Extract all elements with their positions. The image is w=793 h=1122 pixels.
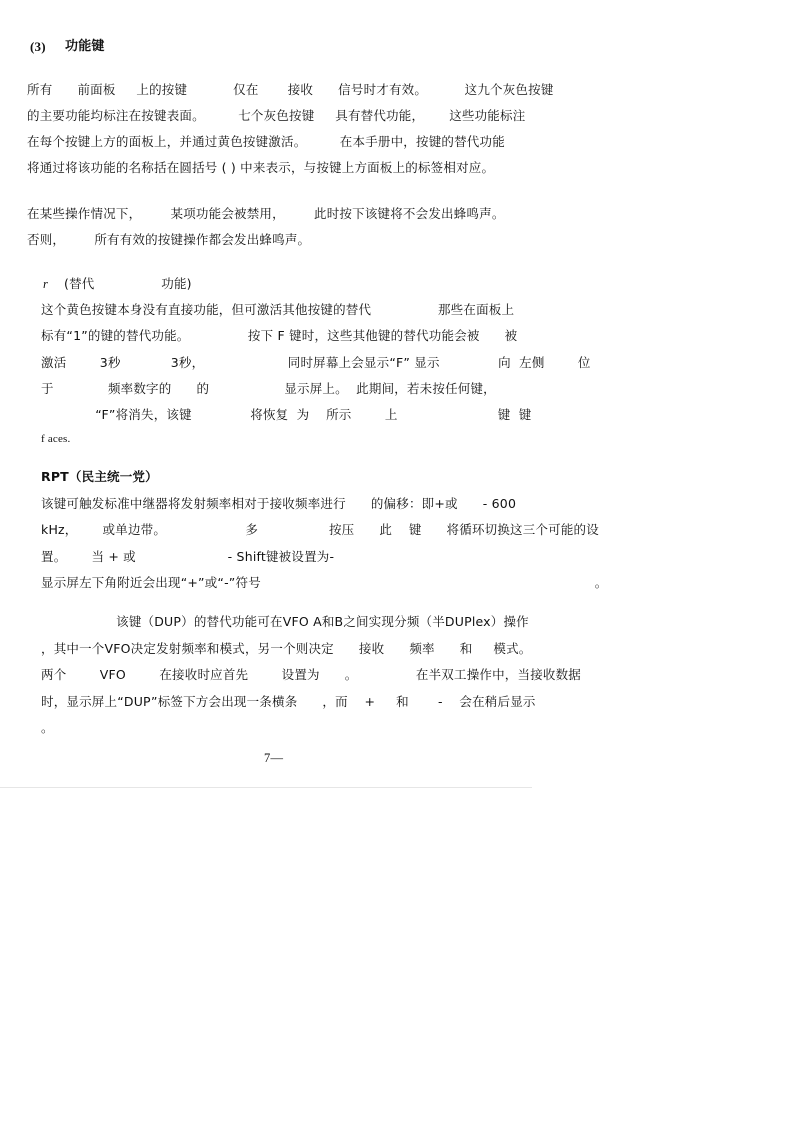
rpt-heading: RPT（民主统一党） <box>41 469 158 484</box>
key-f-line-4: 于 频率数字的 的 显示屏上。 此期间，若未按任何键， <box>41 381 496 396</box>
key-f-symbol: r <box>43 277 49 291</box>
intro-line-2: 的主要功能均标注在按键表面。 七个灰色按键 具有替代功能， 这些功能标注 <box>27 108 526 123</box>
rpt-line-4: 显示屏左下角附近会出现“+”或“-”符号 。 <box>41 575 608 590</box>
page-divider <box>0 787 532 788</box>
page-number: 7— <box>264 751 284 765</box>
intro-line-3: 在每个按键上方的面板上，并通过黄色按键激活。 在本手册中，按键的替代功能 <box>27 134 505 149</box>
intro-line-4: 将通过将该功能的名称括在圆括号 ( ) 中来表示，与按键上方面板上的标签相对应。 <box>27 160 495 175</box>
intro-line-1: 所有 前面板 上的按键 仅在 接收 信号时才有效。 这九个灰色按键 <box>27 82 554 97</box>
dup-line-3: 两个 VFO 在接收时应首先 设置为 。 在半双工操作中，当接收数据 <box>41 667 582 682</box>
rpt-line-1: 该键可触发标准中继器将发射频率相对于接收频率进行 的偏移：即+或 - 600 <box>41 496 517 511</box>
dup-line-4: 时，显示屏上“DUP”标签下方会出现一条横条 ，而 + 和 - 会在稍后显示 <box>41 694 536 709</box>
section-number: (3) <box>30 39 46 54</box>
beep-line-1: 在某些操作情况下， 某项功能会被禁用， 此时按下该键将不会发出蜂鸣声。 <box>27 206 505 221</box>
key-f-line-5: “F”将消失，该键 将恢复 为 所示 上 键 键 <box>41 407 532 422</box>
beep-line-2: 否则， 所有有效的按键操作都会发出蜂鸣声。 <box>27 232 311 247</box>
key-f-line-2: 标有“1”的键的替代功能。 按下 F 键时，这些其他键的替代功能会被 被 <box>41 328 518 343</box>
key-f-label: (替代 功能) <box>64 276 192 291</box>
rpt-line-2: kHz， 或单边带。 多 按压 此 键 将循环切换这三个可能的设 <box>41 522 599 537</box>
rpt-line-3: 置。 当 + 或 - Shift键被设置为- <box>41 549 335 564</box>
dup-line-5: 。 <box>41 720 54 735</box>
key-f-line-1: 这个黄色按键本身没有直接功能，但可激活其他按键的替代 那些在面板上 <box>41 302 515 317</box>
dup-line-1: 该键（DUP）的替代功能可在VFO A和B之间实现分频（半DUPlex）操作 <box>41 614 529 629</box>
section-title: 功能键 <box>65 39 105 54</box>
dup-line-2: ，其中一个VFO决定发射频率和模式，另一个则决定 接收 频率 和 模式。 <box>41 641 532 656</box>
key-f-line-3: 激活 3秒 3秒， 同时屏幕上会显示“F” 显示 向 左侧 位 <box>41 355 591 370</box>
key-f-line-6: f aces. <box>41 433 71 445</box>
